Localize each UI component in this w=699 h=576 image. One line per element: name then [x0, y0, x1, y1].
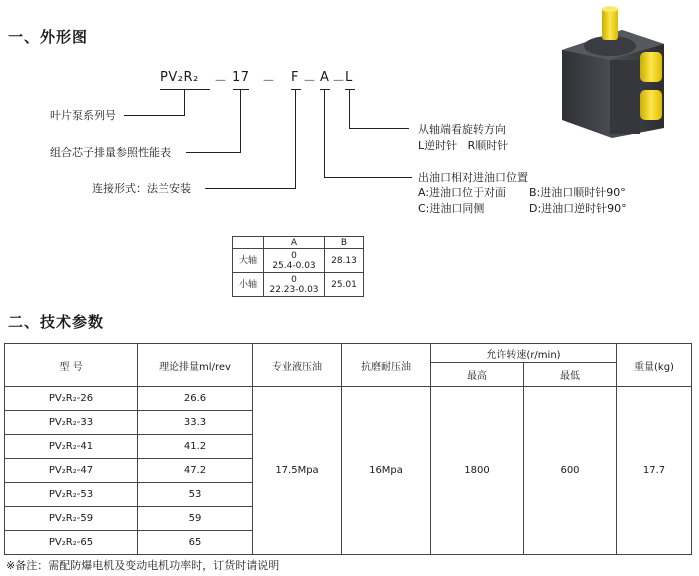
mini-tol-top: 0 — [291, 274, 297, 285]
mini-cell-a — [264, 249, 325, 273]
header-hydraulic-oil: 专业液压油 — [253, 344, 342, 387]
cell-displacement: 65 — [138, 531, 253, 555]
mini-cell-b: 25.01 — [325, 273, 364, 297]
header-speed: 允许转速(r/min) — [431, 344, 617, 363]
cell-speed-min: 600 — [524, 387, 617, 555]
cell-displacement: 47.2 — [138, 459, 253, 483]
section-spec-title: 二、技术参数 — [8, 313, 105, 331]
connector-port-h — [324, 177, 412, 178]
underline-series — [160, 89, 210, 90]
spec-table — [4, 343, 692, 555]
port-option-c: C:进油口同侧 — [418, 202, 485, 215]
cell-speed-max: 1800 — [431, 387, 524, 555]
mini-tol-bottom: 22.23-0.03 — [269, 284, 319, 295]
footnote: ※备注：需配防爆电机及变动电机功率时，订货时请说明 — [6, 559, 280, 572]
header-speed-max: 最高 — [431, 363, 524, 387]
cell-antiwear-oil: 16Mpa — [342, 387, 431, 555]
mini-cell-a — [264, 273, 325, 297]
port-option-a: A:进油口位于对面 — [418, 186, 507, 199]
cell-displacement: 59 — [138, 507, 253, 531]
cell-model: PV₂R₂-59 — [5, 507, 138, 531]
mini-row-label: 小轴 — [233, 273, 264, 297]
code-prefix: PV₂R₂ — [160, 70, 199, 85]
connector-port-v — [324, 90, 325, 178]
underline-flange — [291, 89, 301, 90]
mini-cell-b: 28.13 — [325, 249, 364, 273]
connector-flange-h — [205, 188, 296, 189]
vane-pump-illustration — [552, 0, 672, 140]
connector-series-h — [124, 115, 185, 116]
section-outline-title: 一、外形图 — [8, 28, 89, 46]
cell-hydraulic-oil: 17.5Mpa — [253, 387, 342, 555]
mini-header-a: A — [264, 237, 325, 249]
mini-tol-bottom: 25.4-0.03 — [272, 260, 316, 271]
connector-rotation-v — [349, 90, 350, 129]
code-dash-2: － — [262, 74, 276, 89]
mini-header-b: B — [325, 237, 364, 249]
cell-model: PV₂R₂-41 — [5, 435, 138, 459]
cell-model: PV₂R₂-53 — [5, 483, 138, 507]
label-displacement: 组合芯子排量参照性能表 — [50, 146, 171, 159]
cell-model: PV₂R₂-47 — [5, 459, 138, 483]
cell-displacement: 26.6 — [138, 387, 253, 411]
cell-model: PV₂R₂-33 — [5, 411, 138, 435]
port-option-d: D:进油口逆时针90° — [529, 202, 627, 215]
cell-displacement: 33.3 — [138, 411, 253, 435]
connector-rotation-h — [349, 128, 409, 129]
header-antiwear-oil: 抗磨耐压油 — [342, 344, 431, 387]
connector-series-v — [184, 90, 185, 116]
label-connection: 连接形式：法兰安装 — [92, 182, 191, 195]
cell-displacement: 53 — [138, 483, 253, 507]
code-flange: F — [291, 70, 299, 85]
underline-port — [320, 89, 330, 90]
mini-row-label: 大轴 — [233, 249, 264, 273]
shaft-dimension-table — [232, 236, 364, 297]
header-weight: 重量(kg) — [617, 344, 692, 387]
header-speed-min: 最低 — [524, 363, 617, 387]
cell-weight: 17.7 — [617, 387, 692, 555]
cell-model: PV₂R₂-26 — [5, 387, 138, 411]
code-dash-3: － — [303, 74, 317, 89]
code-dash-1: － — [214, 74, 228, 89]
model-code — [160, 70, 199, 85]
code-number: 17 — [232, 70, 250, 85]
port-title: 出油口相对进油口位置 — [418, 171, 528, 184]
cell-model: PV₂R₂-65 — [5, 531, 138, 555]
mini-header-blank — [233, 237, 264, 249]
label-series: 叶片泵系列号 — [50, 109, 116, 122]
rotation-title: 从轴端看旋转方向 — [418, 123, 506, 136]
cell-displacement: 41.2 — [138, 435, 253, 459]
rotation-options: L逆时针 R顺时针 — [418, 139, 509, 152]
connector-disp-v — [240, 90, 241, 153]
header-displacement: 理论排量ml/rev — [138, 344, 253, 387]
connector-flange-v — [295, 90, 296, 189]
connector-disp-h — [186, 152, 241, 153]
code-dash-4: － — [332, 74, 346, 89]
code-port: A — [320, 70, 330, 85]
code-rotation: L — [345, 70, 353, 85]
mini-tol-top: 0 — [291, 250, 297, 261]
underline-disp — [233, 89, 249, 90]
port-option-b: B:进油口顺时针90° — [529, 186, 626, 199]
header-model: 型 号 — [5, 344, 138, 387]
underline-rotation — [345, 89, 355, 90]
